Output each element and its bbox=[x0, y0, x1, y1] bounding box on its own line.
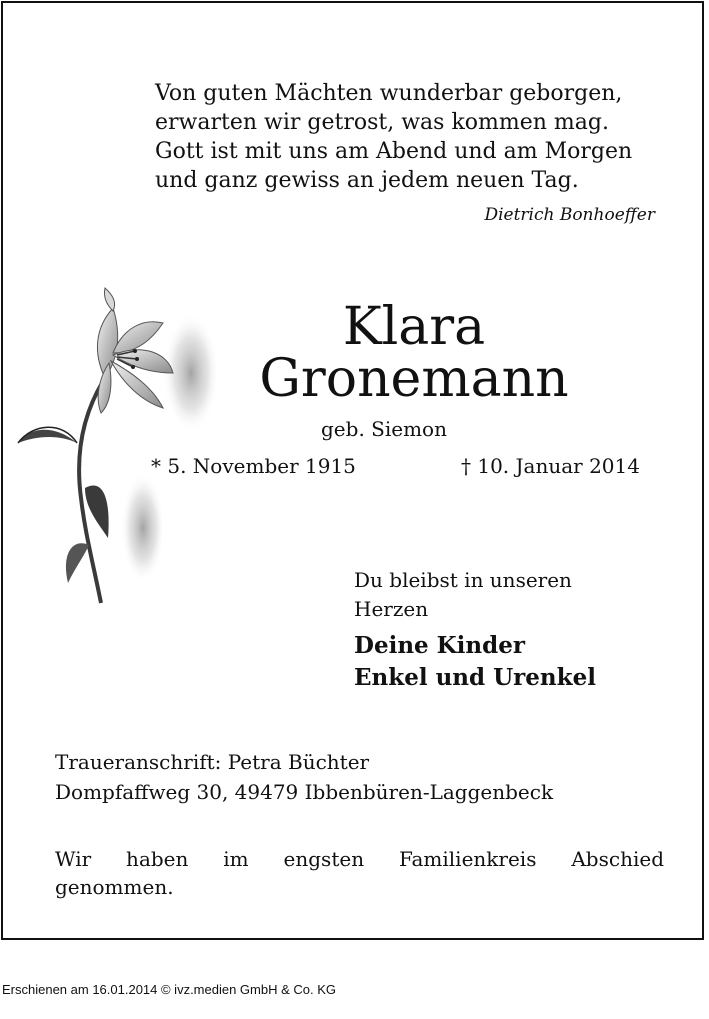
notice-line-2: genommen. bbox=[55, 875, 174, 899]
mourning-address bbox=[55, 747, 553, 807]
farewell-line-2: Herzen bbox=[354, 597, 429, 621]
family-line-2: Enkel und Urenkel bbox=[354, 664, 596, 691]
farewell-line-1: Du bleibst in unseren bbox=[354, 568, 572, 592]
deceased-last-name: Gronemann bbox=[259, 349, 569, 409]
address-line-2: Dompfaffweg 30, 49479 Ibbenbüren-Laggenbeck bbox=[55, 780, 554, 804]
born-name: geb. Siemon bbox=[321, 417, 447, 441]
obituary-frame bbox=[1, 1, 704, 940]
poem bbox=[155, 79, 675, 195]
poem-line-4: und ganz gewiss an jedem neuen Tag. bbox=[155, 168, 579, 193]
publication-footer: Erschienen am 16.01.2014 © ivz.medien GmbH & Co. KG bbox=[2, 982, 337, 997]
address-line-1: Traueranschrift: Petra Büchter bbox=[55, 750, 370, 774]
poem-line-2: erwarten wir getrost, was kommen mag. bbox=[155, 110, 609, 135]
deceased-first-name: Klara bbox=[342, 297, 486, 357]
notice-line-1: Wir haben im engsten Familienkreis Abschied bbox=[55, 847, 664, 871]
birth-date: * 5. November 1915 bbox=[151, 454, 356, 478]
poem-line-3: Gott ist mit uns am Abend und am Morgen bbox=[155, 139, 633, 164]
lily-flower-icon bbox=[13, 283, 223, 613]
poem-author: Dietrich Bonhoeffer bbox=[484, 205, 655, 225]
poem-line-1: Von guten Mächten wunderbar geborgen, bbox=[155, 81, 623, 106]
funeral-notice bbox=[55, 845, 664, 901]
death-date: † 10. Januar 2014 bbox=[461, 454, 640, 478]
family-signature bbox=[354, 630, 596, 694]
farewell-text bbox=[354, 566, 572, 624]
family-line-1: Deine Kinder bbox=[354, 632, 525, 659]
